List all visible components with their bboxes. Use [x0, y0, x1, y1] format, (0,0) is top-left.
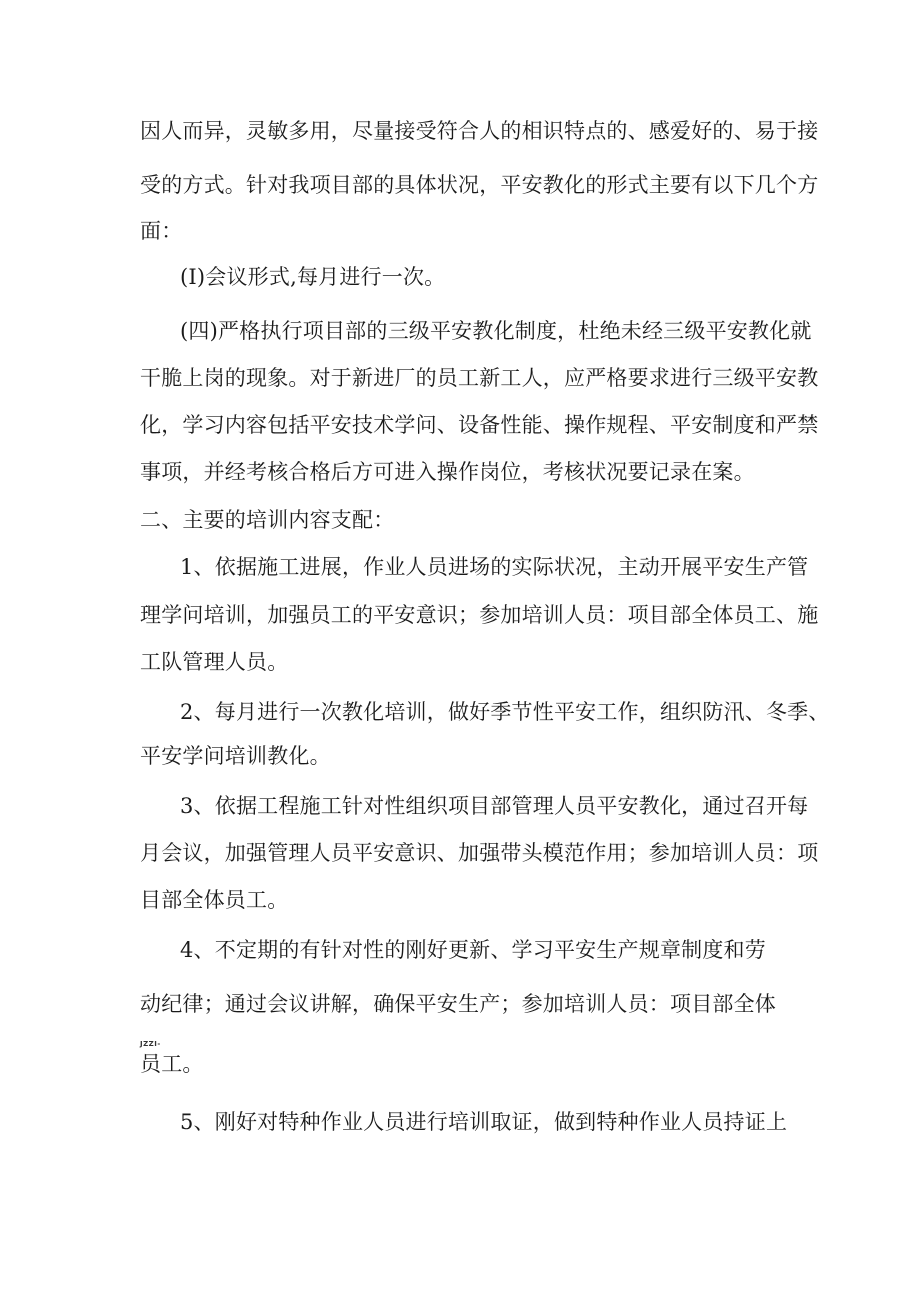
text-line: (四)严格执行项目部的三级平安教化制度，杜绝未经三级平安教化就: [180, 319, 812, 343]
text-line: 工队管理人员。: [140, 650, 289, 674]
text-line: 5、刚好对特种作业人员进行培训取证，做到特种作业人员持证上: [180, 1110, 788, 1134]
text-line: 2、每月进行一次教化培训，做好季节性平安工作，组织防汛、冬季、: [180, 700, 830, 724]
text-line: 干脆上岗的现象。对于新进厂的员工新工人，应严格要求进行三级平安教: [140, 366, 819, 390]
scan-artifact-text: JZZI-: [140, 1040, 161, 1048]
text-line: 化，学习内容包括平安技术学问、设备性能、操作规程、平安制度和严禁: [140, 413, 819, 437]
text-line: 受的方式。针对我项目部的具体状况，平安教化的形式主要有以下几个方: [140, 173, 819, 197]
text-line: 平安学问培训教化。: [140, 744, 331, 768]
text-line: 月会议，加强管理人员平安意识、加强带头模范作用；参加培训人员：项: [140, 841, 819, 865]
text-line: 因人而异，灵敏多用，尽量接受符合人的相识特点的、感爱好的、易于接: [140, 119, 819, 143]
text-line: 理学问培训，加强员工的平安意识；参加培训人员：项目部全体员工、施: [140, 603, 819, 627]
text-line: 动纪律；通过会议讲解，确保平安生产；参加培训人员：项目部全体: [140, 992, 776, 1016]
text-line: 员工。: [140, 1052, 204, 1076]
text-line: 事项，并经考核合格后方可进入操作岗位，考核状况要记录在案。: [140, 460, 755, 484]
section-heading: 二、主要的培训内容支配：: [140, 508, 395, 532]
text-line: 1、依据施工进展，作业人员进场的实际状况，主动开展平安生产管: [180, 555, 809, 579]
text-line: 面：: [140, 219, 183, 243]
text-line: 目部全体员工。: [140, 888, 289, 912]
text-line: 3、依据工程施工针对性组织项目部管理人员平安教化，通过召开每: [180, 794, 809, 818]
text-line: (I)会议形式,每月进行一次。: [180, 265, 446, 289]
text-line: 4、不定期的有针对性的刚好更新、学习平安生产规章制度和劳: [180, 938, 766, 962]
